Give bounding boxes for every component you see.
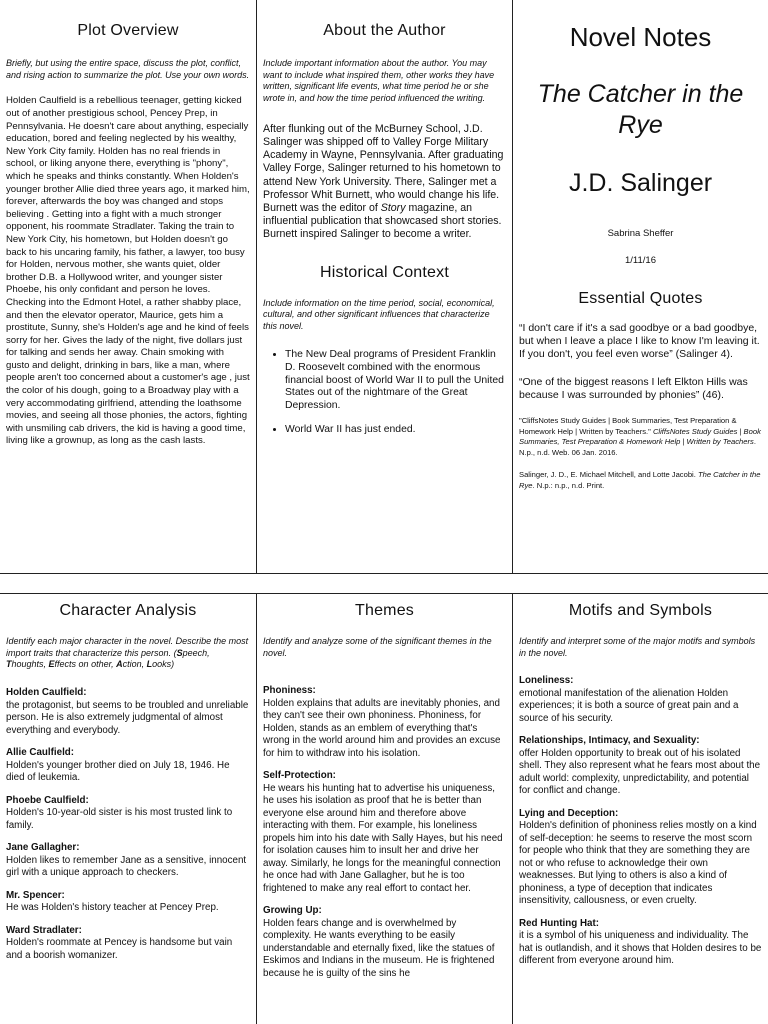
character-analysis-panel [0,593,257,1024]
motif-name: Lying and Deception: [519,807,619,819]
character-name: Ward Stradlater: [6,924,82,936]
about-author-text: After flunking out of the McBurney School, J.D. Salinger was shipped off to Valley Forge Military Academy in Wayne, Pennsylvania. After graduating Valley Forge, Salinger returned to his hometown to attend New York University. There, Salinger met a Professor Whit Burnett, who would change his life. Burnett was the editor of Story magazine, an influential publication that showcased short stories. Burnett inspired Salinger to become a writer. [263,122,504,241]
theme-description: He wears his hunting hat to advertise his uniqueness, he uses his isolation as proof that he is better than everyone else around him and therefore above interacting with them. For example, his loneliness propels him into his date with Sally Hayes, but his need for isolation causes him to insult her and drive her away. Similarly, he longs for the meaningful connection he once had with Jane Gallagher, but he is too frightened to make any real effort to contact her. [263,782,503,894]
theme-name: Phoniness: [263,685,316,697]
student-name: Sabrina Sheffer [607,228,674,239]
about-author-heading: About the Author [323,22,446,39]
historical-context-instructions: Include information on the time period, social, economical, cultural, and other significant influences that characterize this novel. [263,297,495,332]
character-list [6,687,250,962]
character-name: Phoebe Caulfield: [6,794,89,806]
character-description: He was Holden's history teacher at Pencey Prep. [6,902,219,914]
list-item: • World War II has just ended. [285,424,506,437]
theme-description: Holden explains that adults are inevitably phonies, and they can't see their own phoniness. Phoniness, for Holden, stands as an emblem of everything that's wrong in the world around him and provides an excuse for him to withdraw into his isolation. [263,697,501,759]
motif-name: Red Hunting Hat: [519,917,599,929]
character-name: Allie Caulfield: [6,747,75,759]
motif-description: emotional manifestation of the alienation Holden experiences; it is both a source of great pain and a source of his security. [519,687,739,724]
citation: Salinger, J. D., E. Michael Mitchell, and Lotte Jacobi. The Catcher in the Rye. N.p.: n.p., n.d. Print. [519,470,761,490]
character-analysis-instructions: Identify each major character in the novel. Describe the most import traits that characterize this person. (Speech, Thoughts, Effects on other, Action, Looks) [6,636,249,670]
plot-overview-text: Holden Caulfield is a rebellious teenager, getting kicked out of another prestigious school, Pencey Prep, in Pennsylvania. He doesn't care about anything, especially education, bored and feeling neglected by his wealthy, New York City family. Holden has no real friends in school, or liking anyone there, everything is "phony", which he speaks and thinks constantly. When Holden's younger brother Allie died three years ago, it marked him, forever, afterwards the boy was changed and stops believing . Getting into a fight with a much stronger opponent, his roommate Stradlater. Taking the train to New York City, his hometown, but Holden doesn't go back to his uncaring family, his father, a lawyer, too busy for Holden, nervous mother, she wants quiet, older brother D.B. a Hollywood writer, and younger sister Phoebe, his only confidant and person he loves. Checking into the Edmont Hotel, a rather shabby place, and then the elevator operator, Maurice, gets him a prostitute, Sunny, she's Holden's age and he kind of feels sorry for her. Gives the lady of the night, five dollars just for talking and sends her away. Chain smoking with gusto and delight, drinking in bars, like a man, where people aren't too concerned about a customer's age , just the color of his dough, going to a Broadway play with a very accommodating girlfriend, attending the loathsome movies, and seeing all those phonies, the actors, fighting with unsmiling cab drivers, the kid is having a good time, living like a grownup, as long as the cash lasts. [6,95,250,447]
citation: "CliffsNotes Study Guides | Book Summaries, Test Preparation & Homework Help | Written by Teachers." CliffsNotes Study Guides | Book Summaries, Test Preparation & Homework Help | Written by Teachers. N.p., n.d. Web. 06 Jan. 2016. [519,416,761,457]
motif-description: it is a symbol of his uniqueness and individuality. The hat is outlandish, and it shows that Holden desires to be different from everyone around him. [519,930,762,967]
historical-context-heading: Historical Context [320,263,449,281]
motif-description: Holden's definition of phoniness relies mostly on a kind of self-deception: he seems to reserve the most scorn for people who think that they are something they are not or who refuse to acknowledge their own weaknesses. But lying to others is also a kind of phoniness, a type of deception that indicates insensitivity, callousness, or even cruelty. [519,820,757,907]
character-analysis-heading: Character Analysis [59,602,197,619]
theme-name: Growing Up: [263,905,322,917]
quote: “I don't care if it's a sad goodbye or a bad goodbye, but when I leave a place I like to know I'm leaving it. If you don't, you feel even worse” (Salinger 4). [519,322,760,361]
essential-quotes-heading: Essential Quotes [578,290,703,307]
motifs-symbols-instructions: Identify and interpret some of the major motifs and symbols in the novel. [519,636,756,658]
themes-heading: Themes [355,602,414,619]
character-name: Jane Gallagher: [6,842,80,854]
theme-name: Self-Protection: [263,770,336,782]
character-description: Holden's roommate at Pencey is handsome but vain and a boorish womanizer. [6,937,233,961]
motif-description: offer Holden opportunity to break out of his isolated shell. They also represent what he fears most about the adult world: complexity, unpredictability, and potential for conflict and change. [519,747,761,797]
themes-instructions: Identify and analyze some of the significant themes in the novel. [263,636,492,658]
list-item: • The New Deal programs of President Franklin D. Roosevelt combined with the enormous financial boost of World War II to pull the United States out of the nightmare of the Great Depression. [285,349,506,414]
about-author-panel [257,0,513,574]
character-name: Holden Caulfield: [6,687,87,699]
motifs-list [519,675,762,968]
about-author-instructions: Include important information about the author. You may want to include what inspired them, other works they have written, significant life events, what time period he or she wrote in, and how the time period influenced the writing. [263,58,495,104]
historical-context-list [263,349,506,437]
plot-overview-panel [0,0,257,574]
quote: “One of the biggest reasons I left Elkton Hills was because I was surrounded by phonies” (46). [519,375,748,401]
themes-list [263,685,506,980]
themes-panel [257,593,513,1024]
character-name: Mr. Spencer: [6,889,65,901]
motifs-symbols-panel [513,593,768,1024]
motifs-symbols-heading: Motifs and Symbols [568,602,713,619]
character-description: Holden likes to remember Jane as a sensitive, innocent girl with a unique approach to checkers. [6,854,247,879]
character-description: Holden's younger brother died on July 18, 1946. He died of leukemia. [6,759,230,784]
cover-panel [513,0,768,574]
novel-notes-title: Novel Notes [569,22,712,52]
plot-overview-instructions: Briefly, but using the entire space, discuss the plot, conflict, and rising action to summarize the plot. Use your own words. [6,58,250,80]
author-name: J.D. Salinger [568,169,713,197]
motif-name: Relationships, Intimacy, and Sexuality: [519,735,700,747]
character-description: Holden's 10-year-old sister is his most trusted link to family. [6,807,233,831]
character-description: the protagonist, but seems to be troubled and unreliable person. He is also extremely judgmental of almost everything and everybody. [6,699,249,736]
novel-title: The Catcher in the Rye [537,80,744,139]
plot-overview-heading: Plot Overview [77,22,179,39]
theme-description: Holden fears change and is overwhelmed by complexity. He wants everything to be easily understandable and eternally fixed, like the statues of Eskimos and Indians in the museum. He is frightened because he is guilty of the sins he [263,917,495,979]
date: 1/11/16 [625,255,656,266]
motif-name: Loneliness: [519,675,574,687]
